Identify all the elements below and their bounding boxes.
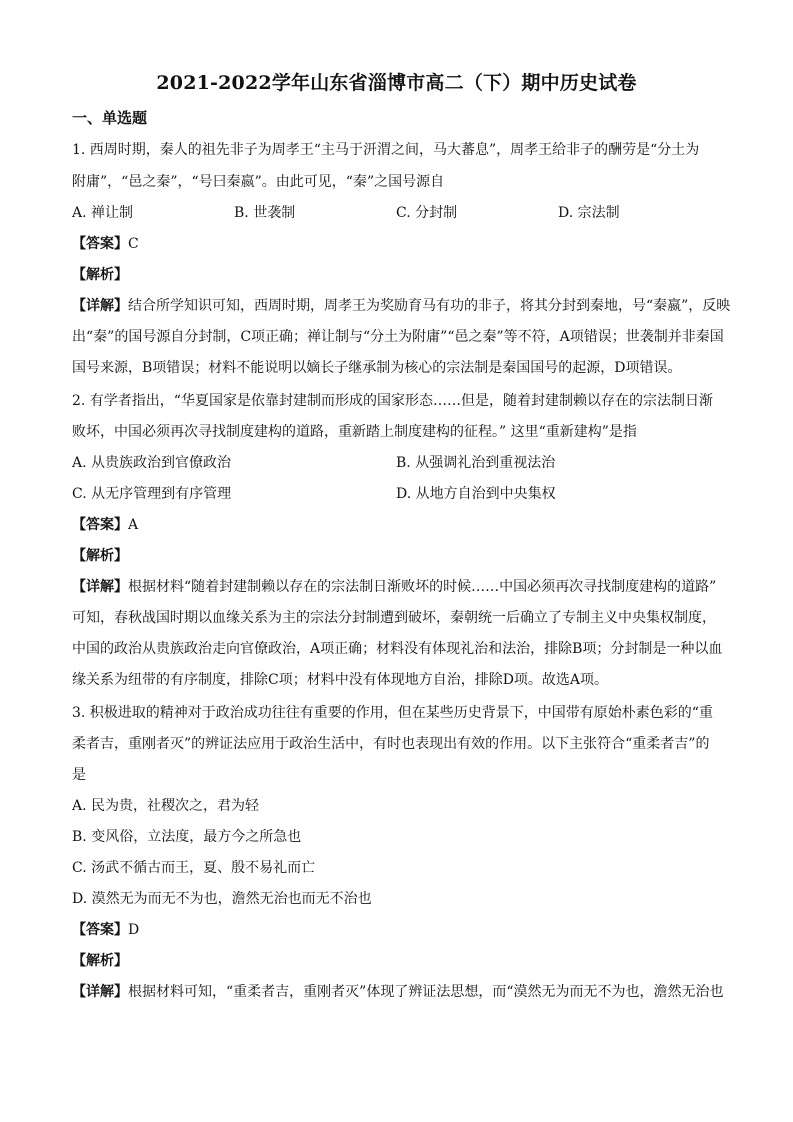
q1-detail-text-1: 结合所学知识可知，西周时期，周孝王为奖励育马有功的非子，将其分封到秦地，号“秦嬴”，反映 (128, 298, 731, 314)
q3-detail-text-1: 根据材料可知，“重柔者吉，重刚者灭”体现了辨证法思想，而“漠然无为而无不为也，澹然无治也 (128, 984, 724, 1000)
answer-tag: 【答案】 (72, 922, 128, 938)
q3-option-c: C. 汤武不循古而王，夏、殷不易礼而亡 (72, 860, 316, 876)
q3-option-b: B. 变风俗，立法度，最方今之所急也 (72, 829, 302, 845)
q2-option-a: A. 从贵族政治到官僚政治 (72, 455, 232, 471)
q2-detail-line-1 (72, 577, 716, 597)
q2-analysis-tag (72, 546, 128, 566)
q2-detail-line-4: 缘关系为纽带的有序制度，排除C项；材料中没有体现地方自治，排除D项。故选A项。 (72, 672, 609, 688)
q3-option-a: A. 民为贵，社稷次之，君为轻 (72, 798, 260, 814)
q2-option-c: C. 从无序管理到有序管理 (72, 486, 232, 502)
q2-option-d: D. 从地方自治到中央集权 (396, 486, 556, 502)
section-heading: 一、单选题 (72, 109, 148, 127)
analysis-tag: 【解析】 (72, 953, 128, 969)
q1-analysis-tag (72, 265, 128, 285)
q3-detail-line-1 (72, 982, 723, 1002)
q2-answer (72, 515, 138, 535)
q2-option-b: B. 从强调礼治到重视法治 (396, 455, 556, 471)
q1-answer-value: C (128, 236, 139, 252)
q2-detail-line-3: 中国的政治从贵族政治走向官僚政治，A项正确；材料没有体现礼治和法治，排除B项；分封制是一种以血 (72, 641, 723, 657)
q3-stem-line-3: 是 (72, 767, 86, 783)
q3-answer-value: D (128, 922, 140, 938)
q3-analysis-tag (72, 951, 128, 971)
analysis-tag: 【解析】 (72, 267, 128, 283)
detail-tag: 【详解】 (72, 298, 128, 314)
q3-answer (72, 920, 139, 940)
q3-stem-line-1: 3. 积极进取的精神对于政治成功往往有重要的作用，但在某些历史背景下，中国带有原始朴素色彩的“重 (72, 705, 713, 721)
q2-stem-line-2: 败坏，中国必须再次寻找制度建构的道路，重新踏上制度建构的征程。” 这里“重新建构”是指 (72, 424, 637, 440)
q1-detail-line-2: 出“秦”的国号源自分封制，C项正确；禅让制与“分土为附庸”“邑之秦”等不符，A项错误；世袭制并非秦国 (72, 329, 724, 345)
answer-tag: 【答案】 (72, 517, 128, 533)
q2-answer-value: A (128, 517, 139, 533)
answer-tag: 【答案】 (72, 236, 128, 252)
q1-answer (72, 234, 139, 254)
q1-stem-line-1: 1. 西周时期，秦人的祖先非子为周孝王“主马于汧渭之间，马大蕃息”，周孝王给非子的酬劳是“分土为 (72, 142, 700, 158)
q1-option-b: B. 世袭制 (234, 205, 296, 221)
detail-tag: 【详解】 (72, 984, 128, 1000)
q1-option-a: A. 禅让制 (72, 205, 134, 221)
page-title: 2021-2022学年山东省淄博市高二（下）期中历史试卷 (156, 72, 637, 94)
detail-tag: 【详解】 (72, 579, 128, 595)
q3-stem-line-2: 柔者吉，重刚者灭”的辨证法应用于政治生活中，有时也表现出有效的作用。以下主张符合“重柔者吉”的 (72, 736, 710, 752)
analysis-tag: 【解析】 (72, 548, 128, 564)
q1-stem-line-2: 附庸”，“邑之秦”，“号曰秦嬴”。由此可见，“秦”之国号源自 (72, 174, 445, 190)
q1-detail-line-1 (72, 296, 730, 316)
q1-option-c: C. 分封制 (396, 205, 458, 221)
q3-option-d: D. 漠然无为而无不为也，澹然无治也而无不治也 (72, 891, 372, 907)
q2-detail-text-1: 根据材料“随着封建制赖以存在的宗法制日渐败坏的时候……中国必须再次寻找制度建构的道路” (128, 579, 717, 595)
q1-detail-line-3: 国号来源，B项错误；材料不能说明以嫡长子继承制为核心的宗法制是秦国国号的起源，D项错误。 (72, 360, 682, 376)
q2-detail-line-2: 可知，春秋战国时期以血缘关系为主的宗法分封制遭到破坏，秦朝统一后确立了专制主义中央集权制度， (72, 610, 716, 626)
q2-stem-line-1: 2. 有学者指出，“华夏国家是依靠封建制而形成的国家形态……但是，随着封建制赖以存在的宗法制日渐 (72, 393, 713, 409)
q1-option-d: D. 宗法制 (558, 205, 620, 221)
